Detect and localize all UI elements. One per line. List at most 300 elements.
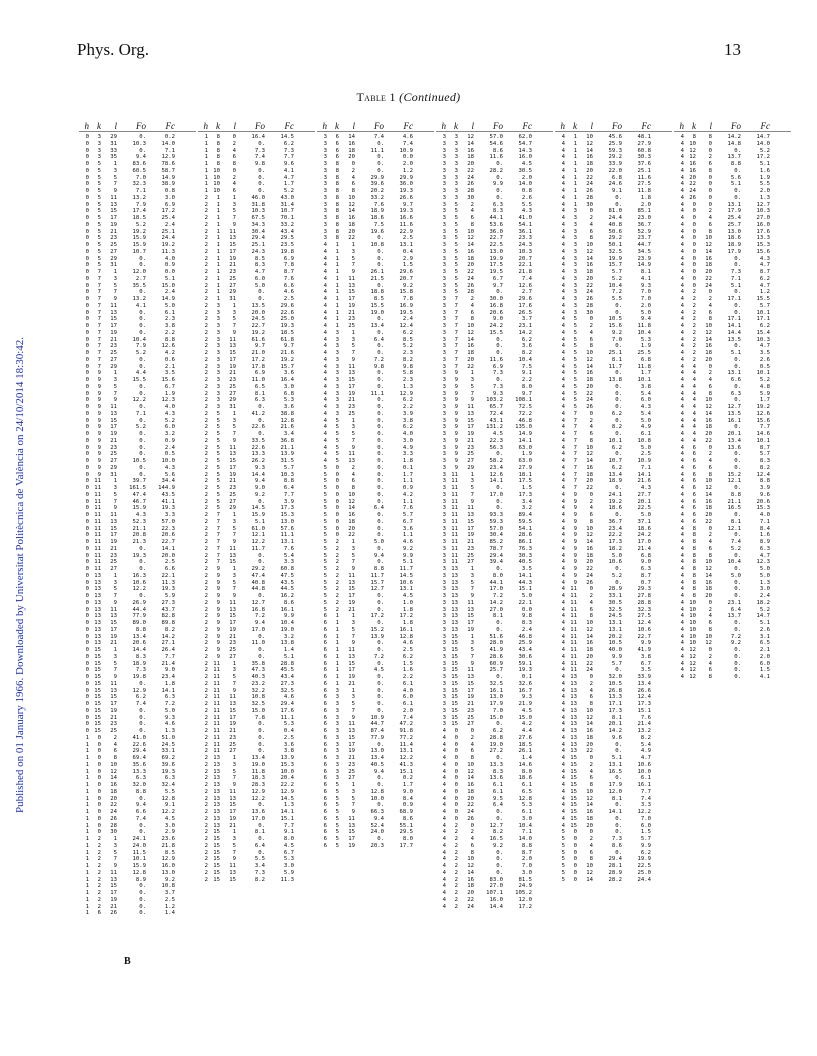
table-row [674, 607, 791, 614]
table-cell: 7 [454, 296, 458, 302]
table-cell: 13 [570, 728, 577, 734]
table-cell: 19 [348, 599, 355, 606]
table-cell: 2.2 [402, 404, 413, 410]
table-cell: 1 [216, 262, 220, 269]
table-cell: 1 [335, 248, 339, 255]
table-cell: 2 [204, 815, 208, 822]
table-row [555, 539, 672, 546]
table-row [198, 391, 315, 398]
table-cell: 22.7 [251, 323, 265, 329]
table-cell: 7.4 [640, 795, 651, 802]
table-cell: 2 [204, 701, 208, 707]
table-cell: 4 [561, 586, 565, 593]
table-cell: 4 [680, 674, 684, 680]
table-cell: 27 [467, 559, 474, 566]
table-cell: 0. [377, 485, 384, 491]
table-cell: 3.9 [759, 485, 770, 491]
table-cell: 28.2 [489, 167, 503, 174]
table-cell: 4 [680, 336, 684, 343]
table-cell: 29.5 [399, 829, 413, 836]
table-row [555, 350, 672, 357]
table-cell: 22 [348, 235, 355, 242]
table-cell: 18 [586, 734, 593, 741]
table-cell: 5 [561, 876, 565, 883]
table-cell: 5 [323, 593, 327, 599]
table-row [436, 343, 553, 350]
table-cell: 25 [110, 350, 117, 356]
table-cell: 57.0 [161, 518, 175, 525]
table-cell: 3.4 [254, 863, 265, 869]
table-cell: 62.0 [518, 134, 532, 140]
table-cell: 14.9 [161, 296, 175, 302]
table-row [436, 296, 553, 303]
table-cell: 6 [323, 640, 327, 647]
table-cell: 19.3 [518, 667, 532, 674]
table-cell: 59.1 [518, 660, 532, 667]
table-cell: 5.0 [730, 572, 741, 579]
table-cell: 6.1 [492, 788, 503, 795]
table-cell: 15 [213, 842, 220, 849]
table-cell: 13.9 [280, 755, 294, 761]
table-cell: 13 [213, 788, 220, 795]
table-cell: 7 [573, 485, 577, 491]
table-cell: 1 [204, 147, 208, 154]
table-cell: 14 [586, 721, 593, 728]
table-cell: 3 [97, 147, 101, 154]
table-cell: 0. [377, 525, 384, 532]
table-cell: 17 [110, 323, 117, 329]
table-cell: 0 [85, 701, 89, 707]
table-cell: 14.2 [608, 728, 622, 734]
table-cell: 2 [204, 309, 208, 316]
table-cell: 8.7 [759, 444, 770, 451]
table-cell: 5 [216, 451, 220, 458]
table-cell: 24.3 [518, 242, 532, 248]
table-row [317, 249, 434, 256]
table-cell: 29 [110, 255, 117, 262]
table-cell: 6 [323, 741, 327, 748]
table-cell: 3 [454, 161, 458, 167]
table-cell: 3 [442, 215, 446, 221]
table-cell: 5.6 [164, 471, 175, 478]
table-cell: 9 [573, 518, 577, 525]
table-cell: 9 [97, 451, 101, 458]
table-cell: 4 [680, 559, 684, 566]
table-cell: 0.4 [402, 248, 413, 255]
table-cell: 1 [216, 289, 220, 296]
table-cell: 8 [335, 161, 339, 167]
table-cell: 1 [113, 478, 117, 485]
table-cell: 0 [85, 579, 89, 586]
table-cell: 9 [232, 437, 236, 444]
table-cell: 6.0 [164, 424, 175, 431]
table-cell: 7.0 [521, 863, 532, 869]
table-cell: 16.1 [280, 606, 294, 613]
table-cell: 8.4 [402, 795, 413, 802]
table-row [79, 735, 196, 742]
table-cell: 9.1 [164, 802, 175, 809]
table-cell: 7 [351, 707, 355, 714]
table-row [79, 343, 196, 350]
table-cell: 5 [232, 316, 236, 323]
table-cell: 7 [573, 410, 577, 417]
table-cell: 11 [570, 647, 577, 653]
table-row [555, 512, 672, 519]
table-cell: 1 [85, 829, 89, 836]
table-cell: 135.0 [515, 424, 532, 431]
table-cell: 7.2 [373, 356, 384, 363]
table-cell: 13 [213, 782, 220, 788]
table-cell: 0 [85, 599, 89, 606]
table-cell: 3 [442, 390, 446, 397]
table-cell: 23 [110, 343, 117, 350]
table-row [198, 485, 315, 492]
table-cell: 2 [204, 228, 208, 235]
table-cell: 1 [216, 296, 220, 302]
table-cell: 0. [734, 147, 741, 154]
table-row [436, 526, 553, 533]
table-cell: 3 [442, 329, 446, 336]
table-cell: 5.0 [640, 512, 651, 518]
table-cell: 0.6 [164, 356, 175, 363]
table-cell: 7 [232, 323, 236, 329]
table-cell: 6.8 [611, 174, 622, 181]
table-cell: 13 [213, 815, 220, 822]
table-cell: 0 [470, 728, 474, 734]
table-cell: 23 [229, 485, 236, 491]
table-cell: 22.6 [280, 309, 294, 316]
table-cell: 0. [377, 255, 384, 262]
table-cell: 6.1 [402, 680, 413, 687]
table-cell: 13 [213, 795, 220, 802]
table-cell: 0. [734, 424, 741, 431]
table-cell: 1.0 [402, 599, 413, 606]
table-cell: 4 [589, 687, 593, 694]
column-header: h [679, 121, 684, 131]
table-cell: 2 [204, 275, 208, 282]
table-row [674, 370, 791, 377]
table-cell: 4 [561, 593, 565, 599]
table-cell: 4 [442, 896, 446, 903]
table-cell: 15 [451, 687, 458, 694]
table-cell: 10.4 [280, 620, 294, 626]
table-cell: 24 [689, 188, 696, 194]
table-cell: 17 [229, 714, 236, 721]
table-row [198, 586, 315, 593]
table-cell: 0. [496, 505, 503, 512]
table-cell: 15 [451, 647, 458, 653]
table-cell: 21.6 [637, 478, 651, 485]
table-cell: 22.9 [399, 228, 413, 235]
table-row [79, 404, 196, 411]
table-row [79, 195, 196, 202]
table-cell: 6.2 [402, 329, 413, 336]
table-cell: 25 [110, 451, 117, 458]
table-cell: 5 [323, 539, 327, 545]
table-cell: 2 [454, 869, 458, 876]
table-cell: 4 [442, 903, 446, 910]
table-cell: 22 [586, 660, 593, 667]
table-cell: 1 [335, 282, 339, 289]
table-cell: 23 [348, 761, 355, 768]
table-cell: 1 [85, 761, 89, 768]
table-cell: 0. [734, 660, 741, 667]
table-cell: 0 [335, 478, 339, 485]
table-cell: 3 [335, 404, 339, 410]
table-cell: 4 [589, 221, 593, 228]
table-row [79, 458, 196, 465]
table-row [317, 789, 434, 796]
table-cell: 19.0 [489, 741, 503, 748]
table-cell: 11 [213, 674, 220, 680]
table-cell: 0 [708, 194, 712, 201]
table-cell: 6 [708, 464, 712, 471]
table-cell: 2 [204, 221, 208, 228]
table-cell: 2 [204, 451, 208, 458]
table-cell: 9 [113, 599, 117, 606]
table-cell: 3 [335, 714, 339, 721]
table-cell: 4 [680, 532, 684, 539]
table-cell: 31 [229, 404, 236, 410]
table-cell: 0. [615, 822, 622, 829]
table-cell: 5 [323, 518, 327, 525]
table-cell: 8.8 [164, 336, 175, 343]
table-cell: 29 [110, 464, 117, 471]
table-cell: 21.1 [727, 498, 741, 505]
table-cell: 4.7 [254, 269, 265, 275]
table-cell: 9 [97, 377, 101, 383]
table-row [436, 701, 553, 708]
table-cell: 7 [97, 269, 101, 275]
table-cell: 3 [442, 559, 446, 566]
table-cell: 22 [110, 802, 117, 809]
table-cell: 14.1 [518, 572, 532, 579]
table-cell: 3 [323, 235, 327, 242]
column-header: Fo [493, 121, 503, 131]
table-cell: 32.5 [608, 606, 622, 613]
table-row [555, 769, 672, 776]
table-cell: 9.4 [640, 316, 651, 323]
table-cell: 5 [323, 498, 327, 505]
table-cell: 1 [232, 302, 236, 309]
table-cell: 4 [442, 788, 446, 795]
table-cell: 0 [85, 566, 89, 572]
table-cell: 4 [561, 707, 565, 714]
table-cell: 16.4 [251, 134, 265, 140]
table-cell: 0. [258, 822, 265, 829]
table-cell: 3 [351, 788, 355, 795]
table-cell: 161.5 [129, 485, 146, 491]
table-cell: 11 [110, 869, 117, 876]
table-row [436, 492, 553, 499]
table-row [317, 175, 434, 182]
table-row [436, 512, 553, 519]
table-cell: 8.5 [373, 296, 384, 302]
table-cell: 15 [451, 660, 458, 667]
table-cell: 3 [323, 201, 327, 208]
table-row [198, 188, 315, 195]
table-row [436, 728, 553, 735]
table-cell: 3 [442, 417, 446, 424]
table-cell: 14.1 [608, 809, 622, 815]
table-cell: 0 [85, 485, 89, 491]
table-cell: 4 [680, 194, 684, 201]
table-cell: 3 [216, 309, 220, 316]
table-cell: 2.5 [402, 647, 413, 653]
table-cell: 0. [377, 350, 384, 356]
table-cell: 9 [113, 863, 117, 869]
table-cell: 10.5 [608, 316, 622, 323]
table-cell: 76.3 [518, 545, 532, 552]
table-cell: 1 [335, 316, 339, 323]
table-cell: 11 [213, 741, 220, 748]
table-row [674, 627, 791, 634]
table-cell: 33.9 [608, 161, 622, 167]
table-cell: 4 [680, 660, 684, 667]
table-cell: 0. [139, 390, 146, 397]
table-row [674, 377, 791, 384]
table-cell: 21.3 [132, 539, 146, 545]
table-cell: 3.6 [283, 370, 294, 377]
table-cell: 5.3 [283, 856, 294, 863]
table-cell: 5.1 [759, 161, 770, 167]
table-cell: 3.3 [283, 559, 294, 566]
table-cell: 4 [561, 761, 565, 768]
table-cell: 5 [335, 458, 339, 464]
table-cell: 10 [586, 707, 593, 714]
table-row [555, 627, 672, 634]
table-cell: 0. [258, 552, 265, 559]
table-cell: 6 [692, 485, 696, 491]
table-row [79, 384, 196, 391]
table-cell: 9 [470, 593, 474, 599]
table-cell: 11 [94, 525, 101, 532]
table-cell: 16.3 [132, 572, 146, 579]
table-cell: 0 [85, 424, 89, 431]
table-row [198, 836, 315, 843]
table-cell: 9.2 [254, 491, 265, 498]
table-cell: 11 [451, 505, 458, 512]
table-cell: 9 [573, 552, 577, 559]
table-cell: 0. [377, 161, 384, 167]
table-cell: 12.7 [370, 586, 384, 593]
table-cell: 1.8 [640, 194, 651, 201]
table-row [555, 458, 672, 465]
table-cell: 11 [94, 491, 101, 498]
table-cell: 59.3 [489, 518, 503, 525]
table-cell: 0. [377, 248, 384, 255]
table-cell: 8 [692, 566, 696, 572]
table-row [198, 627, 315, 634]
table-cell: 5 [335, 424, 339, 431]
table-row [674, 593, 791, 600]
table-cell: 3 [454, 154, 458, 161]
table-cell: 2 [204, 687, 208, 694]
table-cell: 0.9 [402, 802, 413, 809]
table-row [317, 391, 434, 398]
table-cell: 0 [454, 795, 458, 802]
table-cell: 24.4 [637, 876, 651, 883]
table-cell: 5 [232, 525, 236, 532]
table-cell: 0 [97, 734, 101, 741]
table-cell: 0 [85, 721, 89, 728]
table-cell: 8.3 [759, 458, 770, 464]
table-cell: 21 [229, 370, 236, 377]
table-cell: 25 [467, 714, 474, 721]
table-row [436, 532, 553, 539]
table-cell: 19.3 [161, 505, 175, 512]
table-cell: 4 [442, 876, 446, 883]
table-cell: 4 [561, 674, 565, 680]
table-cell: 43.5 [161, 491, 175, 498]
table-cell: 4 [589, 505, 593, 512]
table-cell: 3.0 [164, 822, 175, 829]
table-cell: 14 [586, 802, 593, 809]
table-cell: 1.6 [759, 167, 770, 174]
table-cell: 4 [442, 863, 446, 869]
table-cell: 8 [216, 161, 220, 167]
table-cell: 11 [229, 444, 236, 451]
table-cell: 14 [705, 248, 712, 255]
table-cell: 2 [335, 579, 339, 586]
table-cell: 0. [377, 674, 384, 680]
table-cell: 11 [94, 518, 101, 525]
table-cell: 8.6 [611, 842, 622, 849]
table-row [198, 701, 315, 708]
table-cell: 2.5 [283, 734, 294, 741]
table-cell: 12.4 [756, 471, 770, 478]
table-row [198, 283, 315, 290]
table-cell: 0 [708, 363, 712, 370]
table-cell: 4 [692, 424, 696, 431]
table-cell: 1 [85, 734, 89, 741]
table-row [674, 647, 791, 654]
table-cell: 3 [442, 262, 446, 269]
column-header: k [573, 121, 577, 131]
table-cell: 1 [573, 181, 577, 188]
table-cell: 0 [454, 748, 458, 755]
table-cell: 24 [586, 181, 593, 188]
table-cell: 15 [348, 289, 355, 296]
table-cell: 11.1 [370, 390, 384, 397]
table-cell: 27.2 [489, 748, 503, 755]
table-cell: 0 [454, 775, 458, 782]
table-cell: 9 [454, 404, 458, 410]
table-row [198, 222, 315, 229]
table-cell: 11.1 [280, 714, 294, 721]
table-cell: 1 [232, 755, 236, 761]
table-cell: 21 [467, 701, 474, 707]
table-row [79, 431, 196, 438]
table-cell: 0 [454, 728, 458, 734]
table-cell: 2.2 [521, 377, 532, 383]
table-cell: 13 [467, 410, 474, 417]
table-cell: 5 [216, 498, 220, 505]
table-cell: 7 [232, 680, 236, 687]
table-cell: 2 [204, 235, 208, 242]
table-cell: 13.9 [280, 451, 294, 458]
table-cell: 4 [680, 647, 684, 653]
table-cell: 11.3 [280, 876, 294, 883]
table-cell: 91.8 [399, 728, 413, 734]
table-cell: 25.5 [637, 350, 651, 356]
table-row [79, 154, 196, 161]
table-cell: 7 [97, 316, 101, 323]
table-row [198, 262, 315, 269]
table-cell: 26 [689, 194, 696, 201]
table-cell: 7.6 [283, 545, 294, 552]
table-cell: 5.0 [640, 417, 651, 424]
